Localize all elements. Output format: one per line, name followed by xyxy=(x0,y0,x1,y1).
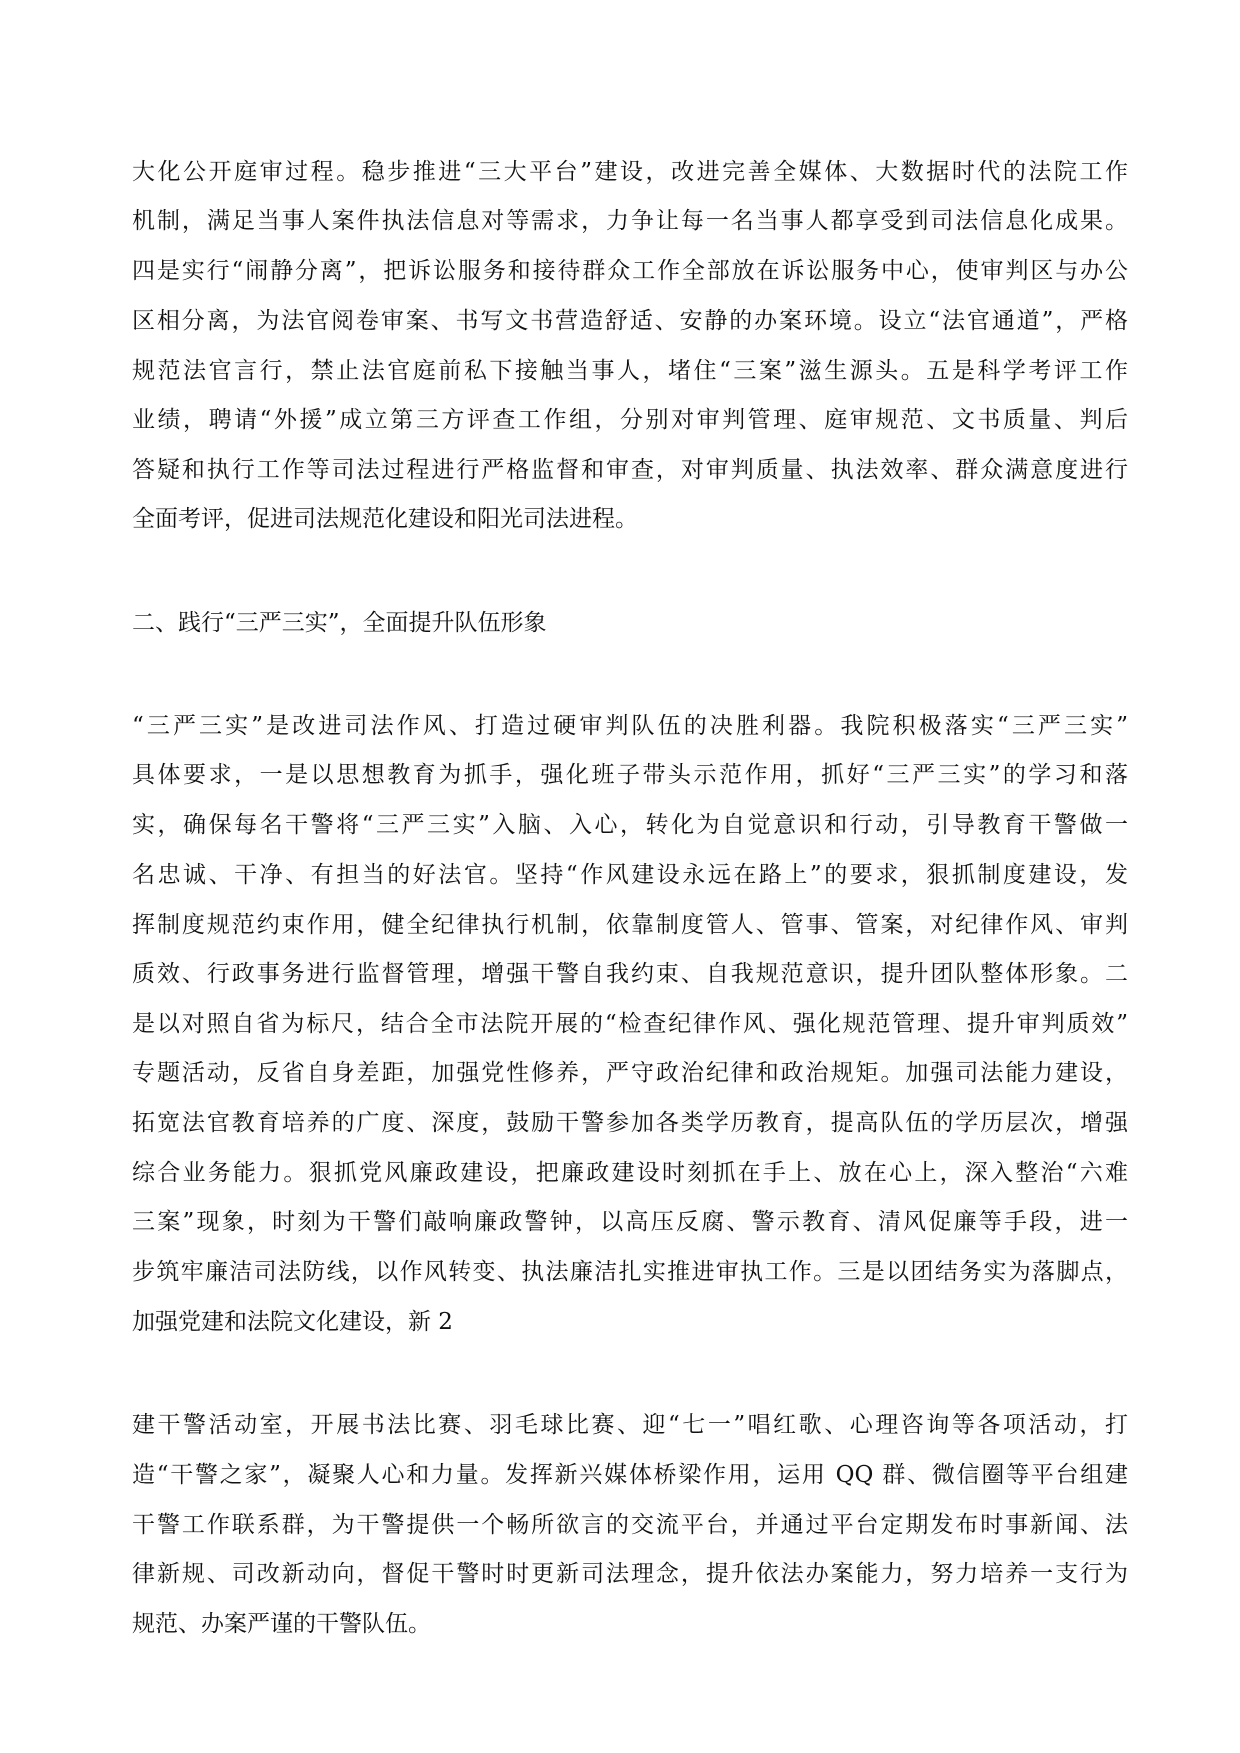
paragraph-line: 大化公开庭审过程。稳步推进“三大平台”建设，改进完善全媒体、大数据时代的法院工作 xyxy=(132,159,1128,185)
paragraph-line: 拓宽法官教育培养的广度、深度，鼓励干警参加各类学历教育，提高队伍的学历层次，增强 xyxy=(132,1110,1128,1136)
paragraph-line: 挥制度规范约束作用，健全纪律执行机制，依靠制度管人、管事、管案，对纪律作风、审判 xyxy=(132,912,1128,938)
paragraph-line: 造“干警之家”，凝聚人心和力量。发挥新兴媒体桥梁作用，运用 QQ 群、微信圈等平台组建 xyxy=(132,1462,1128,1488)
paragraph-line: 是以对照自省为标尺，结合全市法院开展的“检查纪律作风、强化规范管理、提升审判质效” xyxy=(132,1011,1128,1037)
paragraph-line: 质效、行政事务进行监督管理，增强干警自我约束、自我规范意识，提升团队整体形象。二 xyxy=(132,961,1128,987)
paragraph-line: 全面考评，促进司法规范化建设和阳光司法进程。 xyxy=(132,506,638,532)
paragraph-line: 三案”现象，时刻为干警们敲响廉政警钟，以高压反腐、警示教育、清风促廉等手段，进一 xyxy=(132,1209,1128,1235)
paragraph-line: 干警工作联系群，为干警提供一个畅所欲言的交流平台，并通过平台定期发布时事新闻、法 xyxy=(132,1512,1128,1538)
section-heading: 二、践行“三严三实”，全面提升队伍形象 xyxy=(132,610,547,636)
paragraph-line: 区相分离，为法官阅卷审案、书写文书营造舒适、安静的办案环境。设立“法官通道”，严格 xyxy=(132,308,1128,334)
paragraph-line: 名忠诚、干净、有担当的好法官。坚持“作风建设永远在路上”的要求，狠抓制度建设，发 xyxy=(132,862,1128,888)
paragraph-line: “三严三实”是改进司法作风、打造过硬审判队伍的决胜利器。我院积极落实“三严三实” xyxy=(132,713,1128,739)
paragraph-line: 机制，满足当事人案件执法信息对等需求，力争让每一名当事人都享受到司法信息化成果。 xyxy=(132,208,1128,234)
paragraph-line: 业绩，聘请“外援”成立第三方评查工作组，分别对审判管理、庭审规范、文书质量、判后 xyxy=(132,407,1128,433)
paragraph-line: 建干警活动室，开展书法比赛、羽毛球比赛、迎“七一”唱红歌、心理咨询等各项活动，打 xyxy=(132,1412,1128,1438)
paragraph-line: 规范、办案严谨的干警队伍。 xyxy=(132,1611,431,1637)
paragraph-line: 具体要求，一是以思想教育为抓手，强化班子带头示范作用，抓好“三严三实”的学习和落 xyxy=(132,762,1128,788)
paragraph-line: 专题活动，反省自身差距，加强党性修养，严守政治纪律和政治规矩。加强司法能力建设， xyxy=(132,1060,1128,1086)
paragraph-line: 四是实行“闹静分离”，把诉讼服务和接待群众工作全部放在诉讼服务中心，使审判区与办公 xyxy=(132,258,1128,284)
paragraph-line: 加强党建和法院文化建设，新 2 xyxy=(132,1309,453,1335)
paragraph-line: 律新规、司改新动向，督促干警时时更新司法理念，提升依法办案能力，努力培养一支行为 xyxy=(132,1561,1128,1587)
paragraph-line: 实，确保每名干警将“三严三实”入脑、入心，转化为自觉意识和行动，引导教育干警做一 xyxy=(132,812,1128,838)
paragraph-line: 综合业务能力。狠抓党风廉政建设，把廉政建设时刻抓在手上、放在心上，深入整治“六难 xyxy=(132,1160,1128,1186)
paragraph-line: 规范法官言行，禁止法官庭前私下接触当事人，堵住“三案”滋生源头。五是科学考评工作 xyxy=(132,358,1128,384)
paragraph-line: 步筑牢廉洁司法防线，以作风转变、执法廉洁扎实推进审执工作。三是以团结务实为落脚点， xyxy=(132,1259,1128,1285)
paragraph-line: 答疑和执行工作等司法过程进行严格监督和审查，对审判质量、执法效率、群众满意度进行 xyxy=(132,457,1128,483)
